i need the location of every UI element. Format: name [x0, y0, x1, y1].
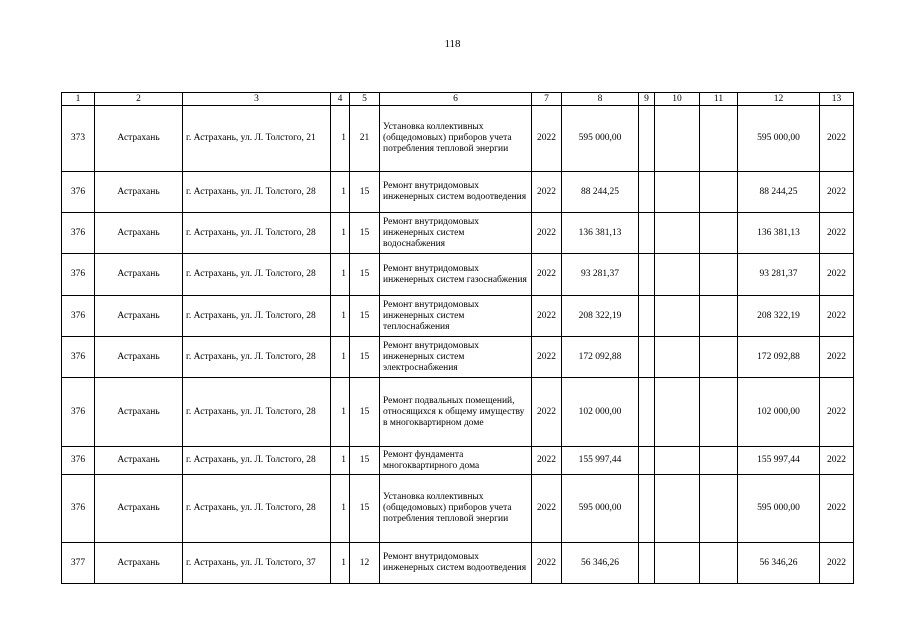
cell-work-type: Ремонт подвальных помещений, относящихся к общему имуществу в многоквартирном доме: [380, 378, 532, 447]
cell-number: 376: [62, 447, 95, 475]
cell-col4: 1: [331, 106, 350, 172]
cell-number: 376: [62, 475, 95, 543]
cell-year: 2022: [532, 447, 562, 475]
table-row: [62, 475, 854, 543]
column-header: 1: [62, 93, 95, 106]
cell-col11: [700, 378, 738, 447]
cell-col5: 15: [350, 296, 380, 337]
cell-total: 56 346,26: [738, 543, 820, 584]
cell-col9: [639, 337, 655, 378]
cell-work-type: Ремонт внутридомовых инженерных систем газоснабжения: [380, 254, 532, 296]
cell-city: Астрахань: [95, 106, 183, 172]
cell-total: 208 322,19: [738, 296, 820, 337]
cell-number: 376: [62, 254, 95, 296]
cell-address: г. Астрахань, ул. Л. Толстого, 28: [183, 296, 331, 337]
cell-col4: 1: [331, 172, 350, 213]
cell-col5: 12: [350, 543, 380, 584]
cell-year: 2022: [532, 172, 562, 213]
cell-col11: [700, 172, 738, 213]
cell-col5: 15: [350, 475, 380, 543]
cell-col10: [655, 106, 700, 172]
cell-total: 595 000,00: [738, 106, 820, 172]
cell-col4: 1: [331, 447, 350, 475]
cell-total: 136 381,13: [738, 213, 820, 254]
cell-year: 2022: [532, 475, 562, 543]
cell-year-end: 2022: [820, 447, 854, 475]
cell-col9: [639, 447, 655, 475]
cell-address: г. Астрахань, ул. Л. Толстого, 28: [183, 475, 331, 543]
cell-col9: [639, 475, 655, 543]
column-header: 4: [331, 93, 350, 106]
cell-address: г. Астрахань, ул. Л. Толстого, 37: [183, 543, 331, 584]
column-header: 5: [350, 93, 380, 106]
cell-city: Астрахань: [95, 296, 183, 337]
cell-work-type: Установка коллективных (общедомовых) приборов учета потребления тепловой энергии: [380, 106, 532, 172]
cell-address: г. Астрахань, ул. Л. Толстого, 28: [183, 378, 331, 447]
cell-year-end: 2022: [820, 172, 854, 213]
cell-work-type: Ремонт внутридомовых инженерных систем водоотведения: [380, 543, 532, 584]
cell-address: г. Астрахань, ул. Л. Толстого, 28: [183, 337, 331, 378]
table-row: [62, 543, 854, 584]
column-header: 12: [738, 93, 820, 106]
column-header: 7: [532, 93, 562, 106]
cell-cost: 136 381,13: [562, 213, 639, 254]
cell-address: г. Астрахань, ул. Л. Толстого, 21: [183, 106, 331, 172]
cell-cost: 208 322,19: [562, 296, 639, 337]
cell-col4: 1: [331, 296, 350, 337]
cell-col4: 1: [331, 337, 350, 378]
cell-year: 2022: [532, 296, 562, 337]
cell-col10: [655, 378, 700, 447]
cell-total: 93 281,37: [738, 254, 820, 296]
cell-col10: [655, 172, 700, 213]
cell-year-end: 2022: [820, 543, 854, 584]
cell-col5: 15: [350, 378, 380, 447]
cell-col4: 1: [331, 254, 350, 296]
cell-cost: 88 244,25: [562, 172, 639, 213]
table-row: [62, 378, 854, 447]
cell-cost: 172 092,88: [562, 337, 639, 378]
cell-work-type: Ремонт внутридомовых инженерных систем водоснабжения: [380, 213, 532, 254]
cell-work-type: Ремонт внутридомовых инженерных систем электроснабжения: [380, 337, 532, 378]
cell-year: 2022: [532, 337, 562, 378]
cell-work-type: Ремонт внутридомовых инженерных систем водоотведения: [380, 172, 532, 213]
cell-col10: [655, 296, 700, 337]
cell-col11: [700, 543, 738, 584]
cell-total: 102 000,00: [738, 378, 820, 447]
cell-number: 373: [62, 106, 95, 172]
cell-number: 376: [62, 296, 95, 337]
cell-number: 376: [62, 337, 95, 378]
cell-col4: 1: [331, 378, 350, 447]
column-header: 3: [183, 93, 331, 106]
table-row: [62, 172, 854, 213]
cell-year: 2022: [532, 543, 562, 584]
column-header: 8: [562, 93, 639, 106]
cell-col11: [700, 475, 738, 543]
cell-cost: 155 997,44: [562, 447, 639, 475]
table-row: [62, 447, 854, 475]
cell-year: 2022: [532, 254, 562, 296]
cell-col11: [700, 296, 738, 337]
cell-col5: 15: [350, 337, 380, 378]
cell-col10: [655, 447, 700, 475]
cell-work-type: Ремонт внутридомовых инженерных систем теплоснабжения: [380, 296, 532, 337]
cell-cost: 595 000,00: [562, 106, 639, 172]
table-row: [62, 213, 854, 254]
cell-col10: [655, 475, 700, 543]
cell-year-end: 2022: [820, 106, 854, 172]
cell-total: 88 244,25: [738, 172, 820, 213]
cell-col11: [700, 447, 738, 475]
table-row: [62, 254, 854, 296]
column-header: 11: [700, 93, 738, 106]
cell-cost: 56 346,26: [562, 543, 639, 584]
cell-col9: [639, 296, 655, 337]
cell-col10: [655, 543, 700, 584]
table-row: [62, 106, 854, 172]
cell-year-end: 2022: [820, 337, 854, 378]
cell-year-end: 2022: [820, 296, 854, 337]
cell-col9: [639, 543, 655, 584]
cell-cost: 93 281,37: [562, 254, 639, 296]
cell-number: 376: [62, 172, 95, 213]
cell-year-end: 2022: [820, 475, 854, 543]
cell-city: Астрахань: [95, 378, 183, 447]
cell-city: Астрахань: [95, 447, 183, 475]
cell-city: Астрахань: [95, 543, 183, 584]
cell-city: Астрахань: [95, 172, 183, 213]
cell-col11: [700, 106, 738, 172]
column-header: 2: [95, 93, 183, 106]
cell-address: г. Астрахань, ул. Л. Толстого, 28: [183, 172, 331, 213]
cell-number: 376: [62, 378, 95, 447]
cell-col5: 15: [350, 447, 380, 475]
cell-work-type: Установка коллективных (общедомовых) приборов учета потребления тепловой энергии: [380, 475, 532, 543]
cell-col10: [655, 254, 700, 296]
cell-city: Астрахань: [95, 475, 183, 543]
cell-year-end: 2022: [820, 213, 854, 254]
cell-col9: [639, 106, 655, 172]
cell-col9: [639, 213, 655, 254]
cell-col11: [700, 337, 738, 378]
cell-number: 377: [62, 543, 95, 584]
column-header: 6: [380, 93, 532, 106]
cell-col4: 1: [331, 475, 350, 543]
cell-work-type: Ремонт фундамента многоквартирного дома: [380, 447, 532, 475]
cell-city: Астрахань: [95, 254, 183, 296]
cell-cost: 102 000,00: [562, 378, 639, 447]
cell-year-end: 2022: [820, 378, 854, 447]
page-number: 118: [444, 38, 461, 50]
cell-col4: 1: [331, 213, 350, 254]
column-header: 13: [820, 93, 854, 106]
cell-address: г. Астрахань, ул. Л. Толстого, 28: [183, 254, 331, 296]
cell-total: 595 000,00: [738, 475, 820, 543]
cell-col11: [700, 254, 738, 296]
cell-col5: 15: [350, 213, 380, 254]
cell-city: Астрахань: [95, 213, 183, 254]
cell-col9: [639, 378, 655, 447]
table-row: [62, 296, 854, 337]
cell-col10: [655, 213, 700, 254]
column-header: 9: [639, 93, 655, 106]
table-row: [62, 337, 854, 378]
data-table: [61, 92, 854, 584]
cell-col9: [639, 172, 655, 213]
cell-col11: [700, 213, 738, 254]
column-header: 10: [655, 93, 700, 106]
cell-year: 2022: [532, 106, 562, 172]
cell-city: Астрахань: [95, 337, 183, 378]
cell-year: 2022: [532, 213, 562, 254]
cell-col9: [639, 254, 655, 296]
cell-total: 155 997,44: [738, 447, 820, 475]
cell-year-end: 2022: [820, 254, 854, 296]
cell-address: г. Астрахань, ул. Л. Толстого, 28: [183, 447, 331, 475]
cell-col5: 15: [350, 254, 380, 296]
cell-address: г. Астрахань, ул. Л. Толстого, 28: [183, 213, 331, 254]
cell-col10: [655, 337, 700, 378]
cell-col5: 21: [350, 106, 380, 172]
cell-col5: 15: [350, 172, 380, 213]
header-row: [62, 93, 854, 106]
cell-number: 376: [62, 213, 95, 254]
cell-total: 172 092,88: [738, 337, 820, 378]
cell-cost: 595 000,00: [562, 475, 639, 543]
cell-col4: 1: [331, 543, 350, 584]
cell-year: 2022: [532, 378, 562, 447]
